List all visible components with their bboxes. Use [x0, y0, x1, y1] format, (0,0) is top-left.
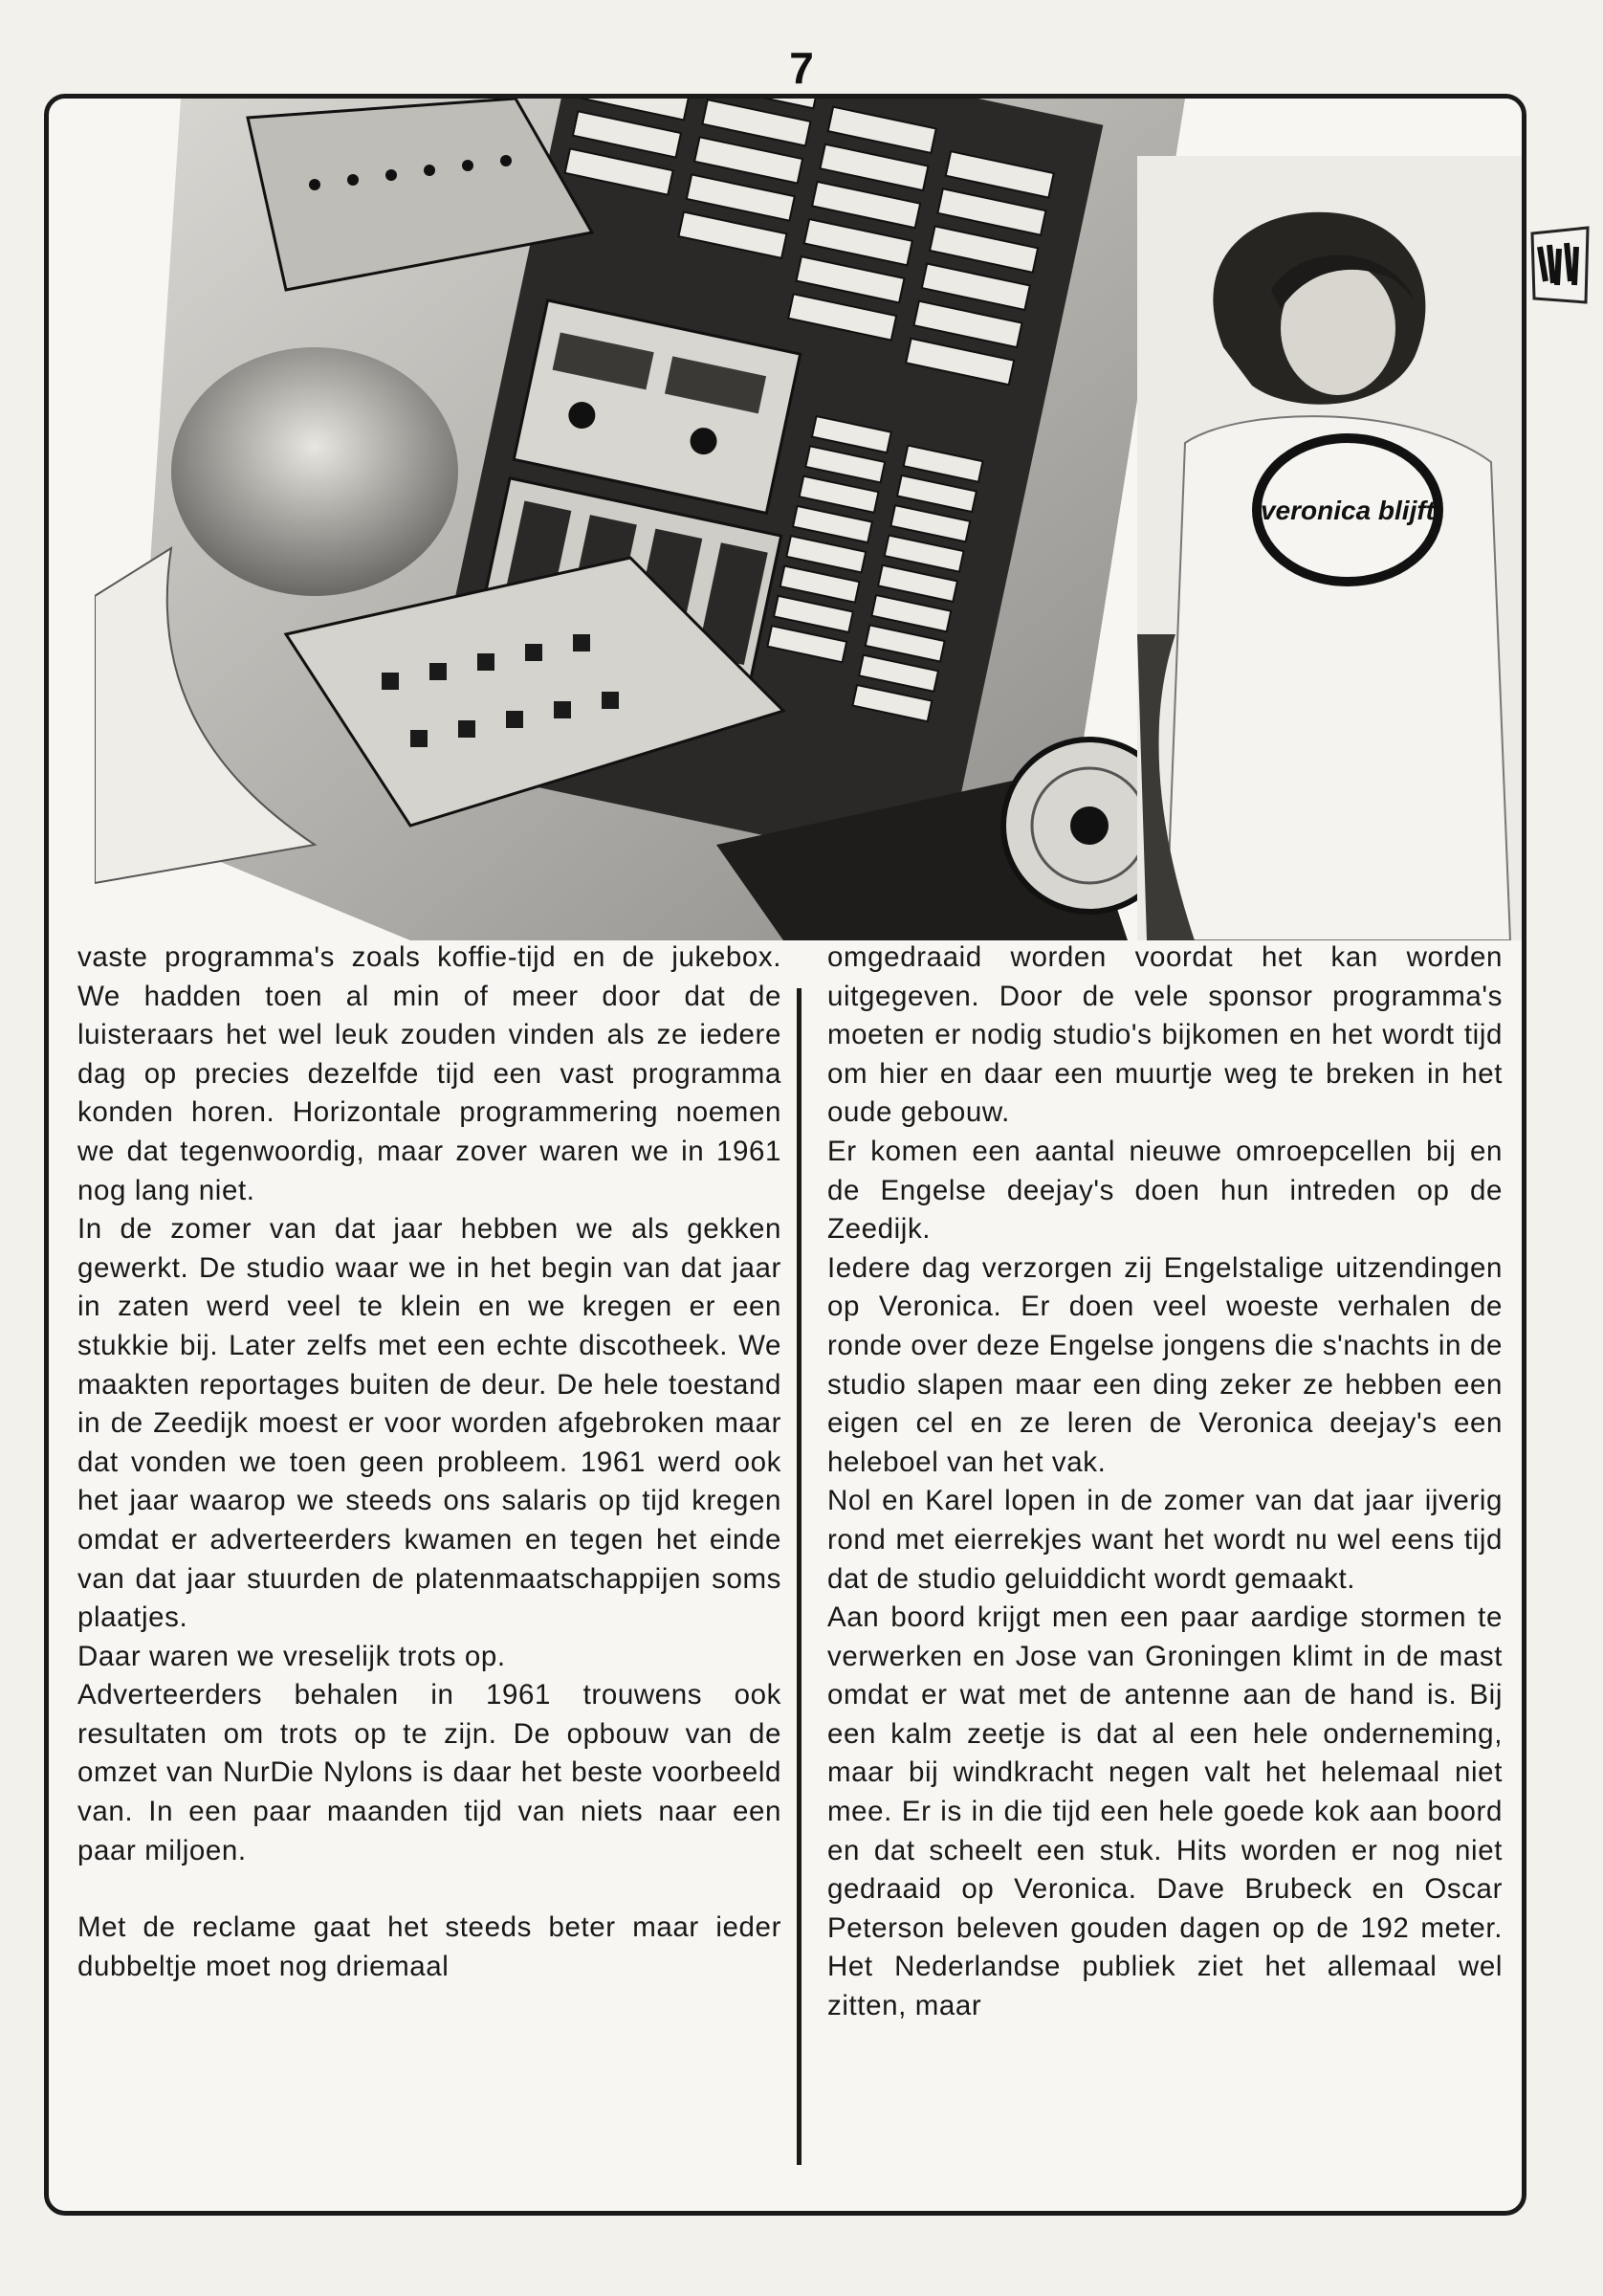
paragraph: vaste programma's zoals koffie-tijd en de jukebox. We hadden toen al min of meer door dat de luisteraars het wel leuk zouden vinden als ze iedere dag op precies dezelfde tijd een vast programma konden horen. Horizontale programmering noemen we dat tegenwoordig, maar zover waren we in 1961 nog lang niet. [77, 941, 781, 1206]
right-column [818, 938, 1508, 2026]
page-number: 7 [789, 43, 814, 93]
paragraph: Met de reclame gaat het steeds beter maar ieder dubbeltje moet nog driemaal [77, 1911, 781, 1982]
content-frame [44, 94, 1526, 2216]
paragraph: Adverteerders behalen in 1961 trouwens ook resultaten om trots op te zijn. De opbouw van de omzet van NurDie Nylons is daar het beste voorbeeld van. In een paar maanden tijd van niets naar een paar miljoen. [77, 1679, 781, 1866]
studio-photo [95, 99, 1526, 940]
column-divider [797, 988, 802, 2165]
paragraph: Er komen een aantal nieuwe omroepcellen bij en de Engelse deejay's doen hun intreden op de Zeedijk. [827, 1135, 1503, 1246]
paragraph: Iedere dag verzorgen zij Engelstalige uitzendingen op Veronica. Er doen veel woeste verhalen de ronde over deze Engelse jongens die s'nachts in de studio slapen maar een ding zeker ze hebben een eigen cel en ze leren de Veronica deejay's een heleboel van het vak. [827, 1251, 1503, 1478]
paragraph: Aan boord krijgt men een paar aardige stormen te verwerken en Jose van Groningen klimt in de mast omdat er wat met de antenne aan de hand is. Bij een kalm zeetje is dat al een hele onderneming, maar bij windkracht negen valt het helemaal niet mee. Er is in die tijd een hele goede kok aan boord en dat scheelt een stuk. Hits worden er nog niet gedraaid op Veronica. Dave Brubeck en Oscar Peterson beleven gouden dagen op de 192 meter. Het Nederlandse publiek ziet het allemaal wel zitten, maar [827, 1601, 1503, 2022]
page-edge-tab [1528, 226, 1592, 306]
paragraph: omgedraaid worden voordat het kan worden uitgegeven. Door de vele sponsor programma's moeten er nodig studio's bijkomen en het wordt tijd om hier en daar een muurtje weg te breken in het oude gebouw. [827, 941, 1503, 1129]
paragraph: In de zomer van dat jaar hebben we als gekken gewerkt. De studio waar we in het begin van dat jaar in zaten werd veel te klein en we kregen er een stukkie bij. Later zelfs met een echte discotheek. We maakten reportages buiten de deur. De hele toestand in de Zeedijk moest er voor worden afgebroken maar dat vonden we toen geen probleem. 1961 werd ook het jaar waarop we steeds ons salaris op tijd kregen omdat er adverteerders kwamen en tegen het einde van dat jaar stuurden de platenmaatschappijen soms plaatjes. [77, 1213, 781, 1634]
left-column [64, 938, 789, 1986]
shirt-text: veronica blijft [1260, 496, 1436, 525]
paragraph: Daar waren we vreselijk trots op. [77, 1640, 506, 1672]
paragraph: Nol en Karel lopen in de zomer van dat jaar ijverig rond met eierrekjes want het wordt nu wel eens tijd dat de studio geluiddicht wordt gemaakt. [827, 1485, 1503, 1595]
